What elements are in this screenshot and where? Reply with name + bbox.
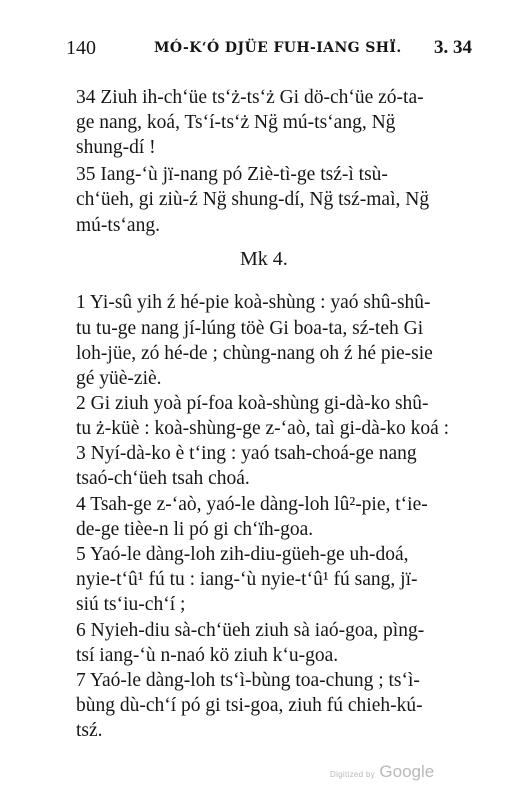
chapter-reference: 3. 34 [434, 37, 472, 58]
digitized-watermark [330, 762, 434, 782]
running-header [66, 37, 472, 67]
text-line: nyie-t‘û¹ fú tu : iang-‘ù nyie-t‘û¹ fú sang, jï- [76, 569, 418, 590]
google-logo: Google [379, 762, 435, 781]
text-line: 35 Iang-‘ù jï-nang pó Ziè-tì-ge tsź-ì tsù- [76, 164, 388, 185]
text-line: tu tu-ge nang jí-lúng töè Gi boa-ta, sź-teh Gi [76, 318, 424, 339]
text-line: 5 Yaó-le dàng-loh zih-diu-güeh-ge uh-doá, [76, 544, 409, 565]
text-line: ch‘üeh, gi ziù-ź Ng̈ shung-dí, Ng̈ tsź-maì, Ng̈ [76, 189, 430, 210]
text-line: tsí iang-‘ù n-naó kö ziuh k‘u-goa. [76, 645, 339, 666]
text-line: de-ge tièe-n li pó gi ch‘ïh-goa. [76, 519, 314, 540]
text-line: 1 Yi-sû yih ź hé-pie koà-shùng : yaó shû-shû- [76, 292, 431, 313]
text-line: loh-jüe, zó hé-de ; chùng-nang oh ź hé pie-sie [76, 343, 433, 364]
text-line: 7 Yaó-le dàng-loh ts‘ì-bùng toa-chung ; ts‘ì- [76, 670, 420, 691]
digitized-label: Digitized by [330, 770, 375, 779]
text-line: tu ż-küè : koà-shùng-ge z-‘aò, taì gi-dà-ko koá : [76, 418, 450, 439]
page-number: 140 [66, 37, 96, 59]
text-line: 3 Nyí-dà-ko è t‘ing : yaó tsah-choá-ge nang [76, 443, 417, 464]
text-line: shung-dí ! [76, 137, 156, 158]
text-line: tsź. [76, 720, 103, 741]
text-line: bùng dù-ch‘í pó gi tsi-goa, ziuh fú chieh-kú- [76, 695, 423, 716]
text-line: 2 Gi ziuh yoà pí-foa koà-shùng gi-dà-ko shû- [76, 393, 429, 414]
text-line: mú-ts‘ang. [76, 215, 160, 236]
text-line: siú ts‘iu-ch‘í ; [76, 594, 186, 615]
text-line: ge nang, koá, Ts‘í-ts‘ż Ng̈ mú-ts‘ang, Ng̈ [76, 112, 396, 133]
text-line: tsaó-ch‘üeh tsah choá. [76, 468, 250, 489]
text-line: 34 Ziuh ih-ch‘üe ts‘ż-ts‘ż Gi dö-ch‘üe zó-ta- [76, 87, 424, 108]
text-line: 4 Tsah-ge z-‘aò, yaó-le dàng-loh lû²-pie, t‘ie- [76, 494, 428, 515]
running-title: MÓ-K‘Ó DJÜE FUH-IANG SHÏ. [154, 40, 402, 56]
text-line: gé yüè-ziè. [76, 368, 162, 389]
text-line: 6 Nyieh-diu sà-ch‘üeh ziuh sà iaó-goa, pìng- [76, 620, 425, 641]
chapter-heading: Mk 4. [240, 248, 288, 270]
